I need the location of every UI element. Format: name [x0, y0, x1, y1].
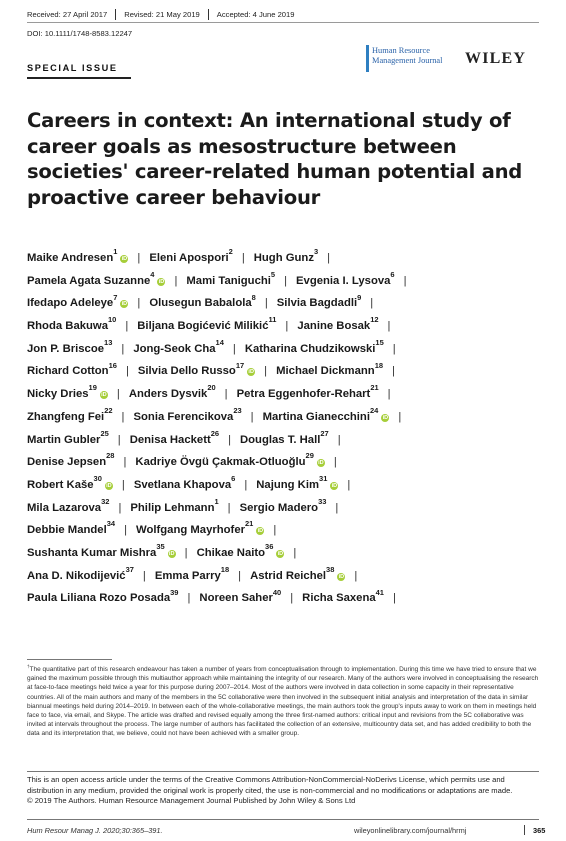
author-name[interactable]: Pamela Agata Suzanne	[27, 274, 151, 287]
orcid-icon[interactable]: iD	[277, 550, 284, 557]
affiliation-number: 35	[156, 542, 165, 552]
affiliation-number: 10	[107, 315, 117, 325]
affiliation-number: 1	[214, 496, 219, 506]
orcid-icon[interactable]: iD	[248, 369, 254, 376]
author-separator: |	[387, 320, 391, 333]
affiliation-number: 29	[305, 451, 314, 461]
affiliation-number: 31	[319, 474, 328, 484]
author-separator: |	[137, 252, 141, 264]
orcid-icon[interactable]: iD	[338, 573, 345, 580]
affiliation-number: 4	[150, 269, 155, 279]
footnote-text: The quantitative part of this research endeavour has taken a number of years from conceptualisation through to implementation. During this time we have tried to ensure that we gained the maximum possible through this multiauthor approach while maintaining the integrity of our research. Many of the authors were involved in conceptualising the research at face-to-face meetings held twice a year for this purpose during 2007–2014. Most of the authors were involved in data collection in some capacity in their representative countries. All of the main authors and many of the members in the 5C collaborative were then involved in the subsequent initial analysis and interpretation of the data in similar biannual meetings held during 2014–2019. In between each of the whole-collaborative meetings, the main authors took the group's inputs away to work on them in meetings held face to face, via email, and Skype. The article was drafted and revised equally among the three first-named authors: critical input and revisions from the 5C collaborative was invited at intervals throughout the process. The large number of authors has facilitated the collection of an extensive, multicountry data set, and has added credibility to both the data and its interpretation that, we believe, could not have been achieved with a smaller group.	[27, 666, 539, 738]
divider	[524, 825, 525, 835]
divider	[115, 9, 116, 20]
author-name[interactable]: Ifedapo Adeleye	[27, 297, 114, 310]
author-name[interactable]: Denise Jepsen	[27, 456, 107, 469]
accepted-date: Accepted: 4 June 2019	[216, 10, 295, 19]
affiliation-number: 3	[314, 247, 319, 257]
author-separator: |	[335, 501, 339, 514]
affiliation-number: 11	[268, 315, 277, 325]
footnote-marker: †	[27, 663, 30, 669]
author-separator: |	[285, 320, 289, 333]
affiliation-number: 18	[374, 360, 384, 370]
author-name[interactable]: Kadriye Övgü Çakmak-Otluoğlu	[135, 456, 306, 469]
author-name[interactable]: Richa Saxena	[302, 592, 376, 605]
author-separator: |	[284, 274, 288, 287]
affiliation-number: 27	[320, 428, 329, 438]
journal-logo-text	[372, 46, 442, 66]
footnote	[27, 665, 539, 739]
author-name[interactable]: Katharina Chudzikowski	[244, 342, 376, 355]
affiliation-number: 38	[326, 564, 335, 574]
author-name[interactable]: Sergio Madero	[239, 501, 319, 514]
author-separator: |	[142, 569, 146, 582]
author-name[interactable]: Denisa Hackett	[129, 433, 211, 446]
author-name[interactable]: Martina Gianecchini	[262, 410, 370, 423]
author-separator: |	[370, 297, 374, 310]
author-separator: |	[232, 342, 236, 355]
orcid-icon[interactable]: iD	[257, 528, 264, 535]
affiliation-number: 21	[245, 519, 254, 529]
author-separator: |	[354, 569, 358, 582]
author-separator: |	[403, 274, 407, 287]
page-footer	[27, 826, 546, 835]
copyright-text: © 2019 The Authors. Human Resource Management Journal Published by John Wiley & Sons Ltd	[27, 796, 356, 806]
publisher-logo: WILEY	[465, 50, 527, 67]
affiliation-number: 16	[108, 360, 117, 370]
article-history	[27, 9, 294, 20]
author-name[interactable]: Mami Taniguchi	[186, 274, 271, 287]
affiliation-number: 7	[113, 292, 118, 302]
author-name[interactable]: Wolfgang Mayrhofer	[136, 524, 245, 537]
author-name[interactable]: Hugh Gunz	[253, 252, 314, 264]
section-label-underline	[27, 77, 131, 79]
author-name[interactable]: Ana D. Nikodijević	[27, 569, 126, 582]
author-name[interactable]: Rhoda Bakuwa	[27, 320, 108, 333]
affiliation-number: 39	[170, 587, 179, 597]
author-name[interactable]: Anders Dysvik	[128, 388, 208, 401]
author-separator: |	[228, 433, 231, 446]
author-name[interactable]: Richard Cotton	[27, 365, 109, 378]
affiliation-number: 40	[272, 587, 282, 597]
author-separator: |	[290, 592, 294, 605]
author-line	[27, 519, 547, 542]
author-line	[27, 542, 547, 565]
author-separator: |	[392, 342, 396, 355]
author-name[interactable]: Eleni Apospori	[149, 252, 229, 264]
author-separator: |	[244, 478, 248, 491]
affiliation-number: 1	[113, 247, 118, 257]
author-name[interactable]: Olusegun Babalola	[149, 297, 252, 310]
author-line	[27, 247, 547, 270]
author-separator: |	[227, 501, 231, 514]
author-separator: |	[116, 388, 120, 401]
affiliation-number: 32	[101, 496, 110, 506]
affiliation-number: 9	[357, 292, 362, 302]
author-name[interactable]: Zhangfeng Fei	[27, 410, 105, 423]
author-separator: |	[121, 410, 125, 423]
affiliation-number: 41	[375, 587, 384, 597]
journal-logo-bar	[366, 45, 369, 72]
received-date: Received: 27 April 2017	[27, 10, 108, 19]
affiliation-number: 34	[106, 519, 116, 529]
author-separator: |	[241, 252, 245, 264]
author-separator: |	[125, 320, 129, 333]
author-name[interactable]: Nicky Dries	[27, 388, 89, 401]
author-line	[27, 360, 547, 383]
author-name[interactable]: Philip Lehmann	[130, 501, 215, 514]
author-name[interactable]: Maike Andresen	[27, 252, 114, 264]
author-name[interactable]: Silvia Dello Russo	[137, 365, 236, 378]
author-name[interactable]: Robert Kaše	[27, 478, 94, 491]
author-line	[27, 497, 547, 520]
author-name[interactable]: Biljana Bogićević Milikić	[137, 320, 269, 333]
author-separator: |	[124, 524, 127, 537]
affiliation-number: 20	[207, 383, 216, 393]
article-title: Careers in context: An international study of career goals as mesostructure between societies' career-related human potential and proactive career behaviour	[27, 109, 523, 209]
affiliation-number: 17	[235, 360, 245, 370]
author-name[interactable]: Astrid Reichel	[250, 569, 327, 582]
affiliation-number: 24	[369, 406, 379, 416]
author-line	[27, 383, 547, 406]
affiliation-number: 30	[93, 474, 102, 484]
author-name[interactable]: Sonia Ferencikova	[133, 410, 234, 423]
author-separator: |	[250, 410, 254, 423]
author-name[interactable]: Paula Liliana Rozo Posada	[27, 592, 171, 605]
author-name[interactable]: Silvia Bagdadli	[276, 297, 358, 310]
orcid-icon[interactable]: iD	[101, 392, 107, 399]
affiliation-number: 5	[270, 269, 276, 279]
author-line	[27, 565, 547, 588]
orcid-icon[interactable]: iD	[121, 256, 128, 262]
journal-logo-line1: Human Resource	[372, 46, 430, 55]
author-name[interactable]: Petra Eggenhofer-Rehart	[236, 388, 371, 401]
footer-rule	[27, 819, 539, 820]
divider	[208, 9, 209, 20]
footnote-rule	[27, 659, 112, 660]
affiliation-number: 15	[375, 337, 384, 347]
author-name[interactable]: Sushanta Kumar Mishra	[27, 546, 157, 559]
journal-url[interactable]: wileyonlinelibrary.com/journal/hrmj	[354, 826, 467, 835]
affiliation-number: 28	[106, 451, 115, 461]
author-name[interactable]: Mila Lazarova	[27, 501, 102, 514]
license-text: This is an open access article under the terms of the Creative Commons Attribution-NonCommercial-NoDerivs License, which permits use and distribution in any medium, provided the original work is properly cited, the use is non-commercial and no modifications or adaptations are made.	[27, 775, 513, 795]
author-separator: |	[337, 433, 341, 446]
affiliation-number: 18	[220, 564, 230, 574]
author-line	[27, 429, 547, 452]
author-separator: |	[392, 365, 395, 378]
doi[interactable]: DOI: 10.1111/1748-8583.12247	[27, 29, 133, 38]
affiliation-number: 22	[104, 406, 113, 416]
header-rule	[27, 22, 539, 23]
author-separator: |	[333, 456, 337, 469]
author-name[interactable]: Jong-Seok Cha	[133, 342, 216, 355]
affiliation-number: 13	[104, 337, 113, 347]
author-separator: |	[273, 524, 277, 537]
author-line	[27, 474, 547, 497]
author-name[interactable]: Michael Dickmann	[276, 365, 375, 378]
author-name[interactable]: Evgenia I. Lysova	[296, 274, 391, 287]
author-name[interactable]: Najung Kim	[256, 478, 320, 491]
author-name[interactable]: Svetlana Khapova	[133, 478, 232, 491]
orcid-icon[interactable]: iD	[331, 482, 338, 489]
orcid-icon[interactable]: iD	[121, 301, 128, 308]
author-separator: |	[184, 546, 188, 559]
orcid-icon[interactable]: iD	[158, 278, 165, 285]
affiliation-number: 25	[100, 428, 109, 438]
affiliation-number: 21	[370, 383, 379, 393]
author-separator: |	[137, 297, 141, 310]
author-line	[27, 338, 547, 361]
author-name[interactable]: Douglas T. Hall	[240, 433, 321, 446]
affiliation-number: 37	[125, 564, 134, 574]
author-line	[27, 406, 547, 429]
author-name[interactable]: Debbie Mandel	[27, 524, 107, 537]
journal-logo-line2: Management Journal	[372, 56, 443, 65]
author-separator: |	[264, 365, 268, 378]
revised-date: Revised: 21 May 2019	[124, 10, 200, 19]
author-name[interactable]: Emma Parry	[154, 569, 221, 582]
page-number: 365	[533, 826, 546, 835]
author-separator: |	[121, 478, 125, 491]
author-separator: |	[387, 388, 391, 401]
author-name[interactable]: Martin Gubler	[27, 433, 101, 446]
author-separator: |	[398, 410, 402, 423]
affiliation-number: 14	[215, 337, 224, 347]
author-line	[27, 587, 547, 610]
author-separator: |	[347, 478, 351, 491]
journal-logo	[366, 45, 452, 72]
author-name[interactable]: Janine Bosak	[297, 320, 371, 333]
author-separator: |	[121, 342, 125, 355]
author-separator: |	[264, 297, 268, 310]
affiliation-number: 33	[318, 496, 327, 506]
author-separator: |	[187, 592, 191, 605]
author-separator: |	[125, 365, 129, 378]
author-line	[27, 270, 547, 293]
author-separator: |	[224, 388, 228, 401]
author-separator: |	[238, 569, 242, 582]
affiliation-number: 12	[370, 315, 379, 325]
author-name[interactable]: Chikae Naito	[196, 546, 266, 559]
author-name[interactable]: Jon P. Briscoe	[27, 342, 105, 355]
orcid-icon[interactable]: iD	[318, 460, 324, 467]
author-line	[27, 315, 547, 338]
author-separator: |	[392, 592, 396, 605]
affiliation-number: 6	[390, 269, 395, 279]
affiliation-number: 26	[210, 428, 220, 438]
orcid-icon[interactable]: iD	[106, 482, 112, 489]
author-separator: |	[327, 252, 331, 264]
affiliation-number: 19	[88, 383, 97, 393]
author-separator: |	[293, 546, 297, 559]
affiliation-number: 23	[233, 406, 242, 416]
section-label: SPECIAL ISSUE	[27, 63, 118, 73]
affiliation-number: 6	[231, 474, 236, 484]
orcid-icon[interactable]: iD	[168, 550, 175, 557]
license-block	[27, 775, 539, 807]
journal-citation: Hum Resour Manag J. 2020;30:365–391.	[27, 826, 163, 835]
author-line	[27, 292, 547, 315]
license-rule	[27, 771, 539, 772]
orcid-icon[interactable]: iD	[382, 414, 389, 421]
author-separator: |	[174, 274, 178, 287]
author-separator: |	[117, 433, 121, 446]
author-separator: |	[118, 501, 122, 514]
author-name[interactable]: Noreen Saher	[199, 592, 273, 605]
author-list	[27, 247, 547, 610]
affiliation-number: 36	[265, 542, 274, 552]
affiliation-number: 8	[251, 292, 256, 302]
author-line	[27, 451, 547, 474]
author-separator: |	[123, 456, 127, 469]
affiliation-number: 2	[228, 247, 233, 257]
